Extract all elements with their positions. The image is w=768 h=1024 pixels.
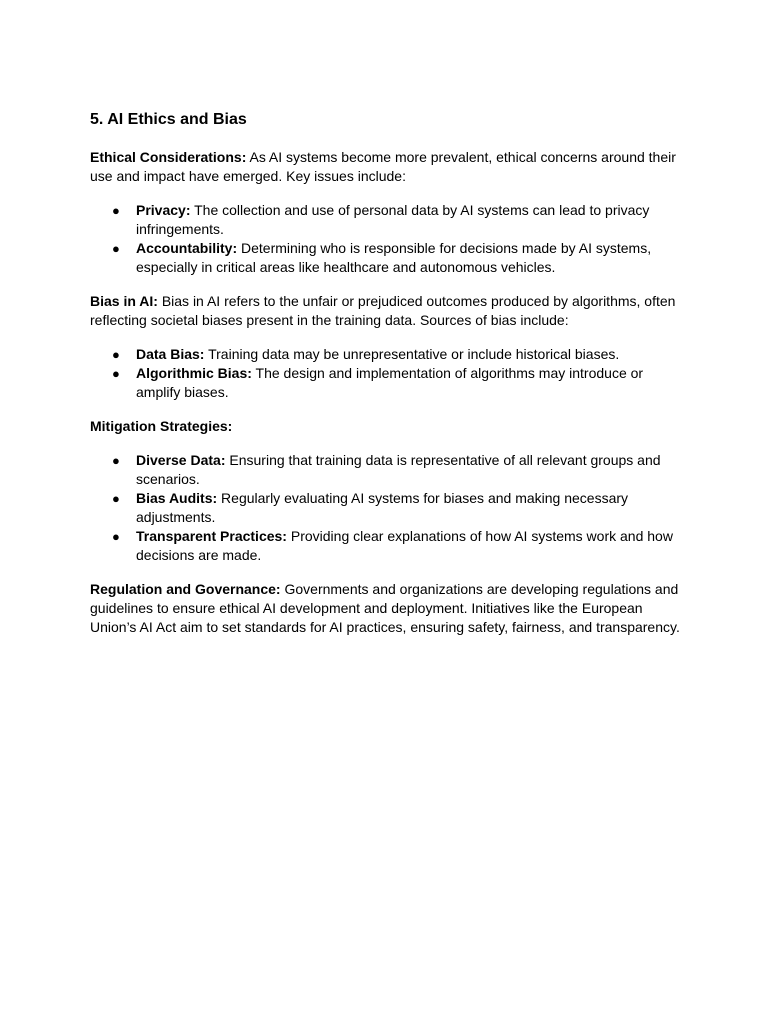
- mitigation-strategies-paragraph: [90, 417, 680, 436]
- bias-in-ai-text: Bias in AI refers to the unfair or prejudiced outcomes produced by algorithms, often reflecting societal biases present in the training data. Sources of bias include:: [90, 293, 676, 328]
- list-item-lead: Diverse Data:: [136, 452, 226, 468]
- list-item-privacy: [90, 201, 680, 239]
- regulation-governance-text: Governments and organizations are developing regulations and guidelines to ensure ethical AI development and deployment. Initiatives like the European Union’s AI Act aim to set standards for AI practices, ensuring safety, fairness, and transparency.: [90, 581, 680, 635]
- bullet-icon: ●: [112, 203, 120, 218]
- list-item-bias-audits: [90, 489, 680, 527]
- mitigation-strategies-list: [90, 451, 680, 565]
- bullet-icon: ●: [112, 347, 120, 362]
- ethical-issues-list: [90, 201, 680, 277]
- list-item-text: Providing clear explanations of how AI systems work and how decisions are made.: [136, 528, 673, 563]
- list-item-text: Ensuring that training data is representative of all relevant groups and scenarios.: [136, 452, 661, 487]
- bias-in-ai-paragraph: [90, 292, 680, 330]
- list-item-text: Training data may be unrepresentative or include historical biases.: [204, 346, 620, 362]
- bullet-icon: ●: [112, 491, 120, 506]
- bullet-icon: ●: [112, 366, 120, 381]
- list-item-accountability: [90, 239, 680, 277]
- list-item-diverse-data: [90, 451, 680, 489]
- mitigation-strategies-lead: Mitigation Strategies:: [90, 418, 233, 434]
- list-item-lead: Data Bias:: [136, 346, 205, 362]
- list-item-algorithmic-bias: [90, 364, 680, 402]
- list-item-transparent-practices: [90, 527, 680, 565]
- bias-sources-list: [90, 345, 680, 402]
- ethical-considerations-text: As AI systems become more prevalent, ethical concerns around their use and impact have emerged. Key issues include:: [90, 149, 676, 184]
- section-heading: 5. AI Ethics and Bias: [90, 111, 247, 128]
- bullet-icon: ●: [112, 529, 120, 544]
- list-item-lead: Transparent Practices:: [136, 528, 287, 544]
- list-item-text: The collection and use of personal data by AI systems can lead to privacy infringements.: [136, 202, 650, 237]
- list-item-lead: Algorithmic Bias:: [136, 365, 252, 381]
- list-item-text: The design and implementation of algorithms may introduce or amplify biases.: [136, 365, 644, 400]
- list-item-text: Regularly evaluating AI systems for biases and making necessary adjustments.: [136, 490, 629, 525]
- ethical-considerations-paragraph: [90, 148, 680, 186]
- list-item-lead: Privacy:: [136, 202, 191, 218]
- document-page: [90, 108, 680, 652]
- bullet-icon: ●: [112, 453, 120, 468]
- list-item-data-bias: [90, 345, 680, 364]
- ethical-considerations-lead: Ethical Considerations:: [90, 149, 247, 165]
- list-item-text: Determining who is responsible for decisions made by AI systems, especially in critical areas like healthcare and autonomous vehicles.: [136, 240, 652, 275]
- regulation-governance-lead: Regulation and Governance:: [90, 581, 281, 597]
- regulation-governance-paragraph: [90, 580, 680, 637]
- bullet-icon: ●: [112, 241, 120, 256]
- bias-in-ai-lead: Bias in AI:: [90, 293, 158, 309]
- list-item-lead: Bias Audits:: [136, 490, 218, 506]
- list-item-lead: Accountability:: [136, 240, 238, 256]
